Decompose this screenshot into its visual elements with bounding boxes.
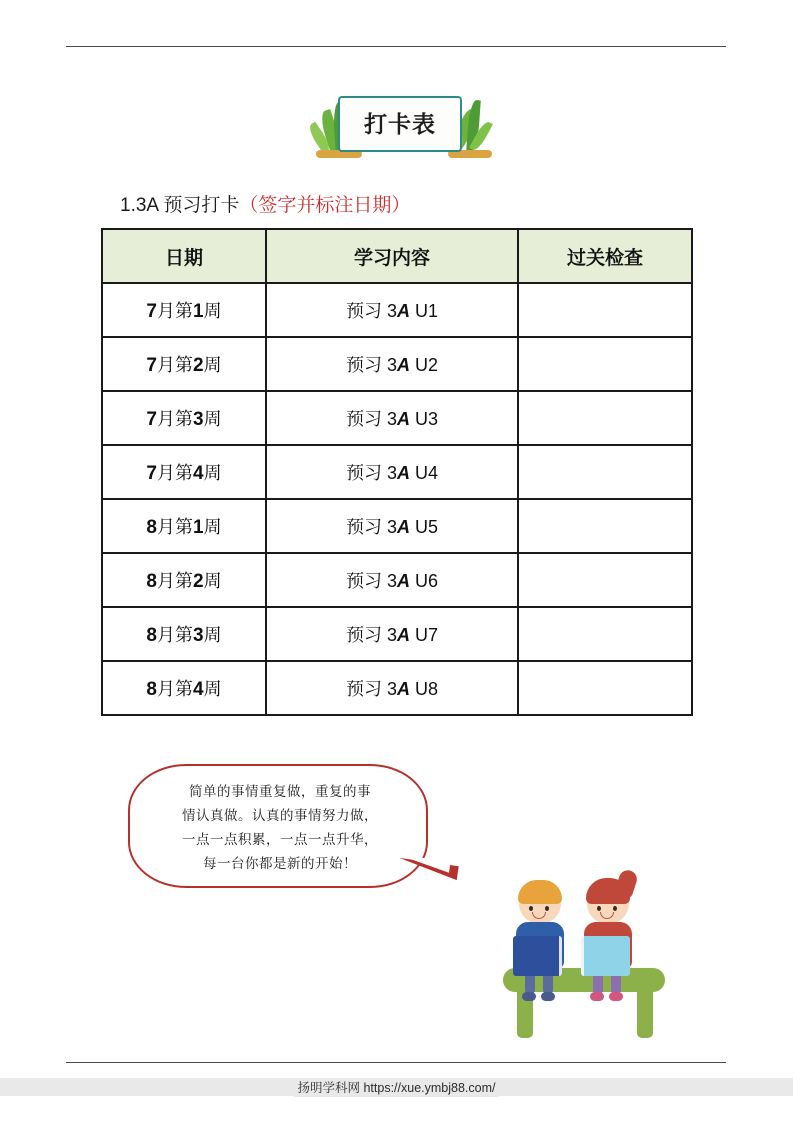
table-leg-right	[637, 990, 653, 1038]
cell-content-em: A	[397, 517, 410, 537]
cell-content-post: U3	[410, 409, 439, 429]
cell-date	[102, 607, 266, 661]
cell-content-pre: 预习 3	[345, 409, 397, 429]
bottom-rule	[66, 1062, 726, 1063]
boy-shoe-left	[522, 992, 536, 1001]
cell-check[interactable]	[518, 607, 692, 661]
cell-content	[266, 391, 518, 445]
cell-date-suffix: 周	[203, 463, 222, 483]
boy-hair	[518, 880, 562, 904]
cell-content-post: U7	[410, 625, 439, 645]
cell-date	[102, 661, 266, 715]
table-row	[102, 337, 692, 391]
cell-date-week: 4	[193, 679, 204, 700]
cell-content-em: A	[397, 679, 410, 699]
cell-content	[266, 553, 518, 607]
cell-date-week: 2	[193, 355, 204, 376]
table-header-row	[102, 229, 692, 283]
boy-book	[513, 936, 562, 976]
cell-date-month: 8	[146, 625, 157, 646]
boy-shoe-right	[541, 992, 555, 1001]
cell-content-pre: 预习 3	[345, 571, 397, 591]
cell-date-mid: 月第	[157, 301, 193, 321]
cell-date-mid: 月第	[157, 463, 193, 483]
quote-line-4: 每一台你都是新的开始！	[203, 856, 357, 871]
boy-eye-right	[545, 906, 549, 911]
table-row	[102, 391, 692, 445]
footer	[0, 1078, 793, 1096]
top-rule	[66, 46, 726, 47]
cell-date	[102, 499, 266, 553]
cell-content-post: U5	[410, 517, 439, 537]
quote-line-1: 简单的事情重复做，重复的事	[189, 784, 371, 799]
girl-ponytail	[613, 868, 639, 902]
cell-date-suffix: 周	[203, 679, 222, 699]
kids-reading-illustration	[495, 862, 675, 1040]
subtitle-note: （签字并标注日期）	[239, 195, 411, 216]
table-row	[102, 499, 692, 553]
cell-date-suffix: 周	[203, 301, 222, 321]
boy-eye-left	[529, 906, 533, 911]
cell-date-suffix: 周	[203, 625, 222, 645]
cell-content-post: U1	[410, 301, 439, 321]
quote-line-2: 情认真做。认真的事情努力做，	[182, 808, 378, 823]
cell-content-post: U4	[410, 463, 439, 483]
cell-date-month: 7	[146, 463, 157, 484]
quote-bubble	[128, 764, 428, 888]
cell-content-em: A	[397, 463, 410, 483]
cell-check[interactable]	[518, 283, 692, 337]
girl-shoe-right	[609, 992, 623, 1001]
cell-date-mid: 月第	[157, 679, 193, 699]
cell-content-em: A	[397, 571, 410, 591]
subtitle-main: 1.3A 预习打卡	[120, 195, 240, 216]
cell-date-suffix: 周	[203, 409, 222, 429]
cell-date	[102, 283, 266, 337]
table-row	[102, 553, 692, 607]
girl-eye-right	[613, 906, 617, 911]
cell-date-suffix: 周	[203, 571, 222, 591]
table-row	[102, 607, 692, 661]
cell-date-mid: 月第	[157, 409, 193, 429]
cell-date-week: 2	[193, 571, 204, 592]
cell-date-week: 4	[193, 463, 204, 484]
cell-content-pre: 预习 3	[345, 625, 397, 645]
cell-check[interactable]	[518, 661, 692, 715]
cell-date-suffix: 周	[203, 517, 222, 537]
column-header-date: 日期	[102, 229, 266, 283]
cell-check[interactable]	[518, 391, 692, 445]
cell-date	[102, 553, 266, 607]
cell-content-em: A	[397, 301, 410, 321]
subtitle	[120, 190, 410, 217]
cell-content-pre: 预习 3	[345, 355, 397, 375]
cell-content-pre: 预习 3	[345, 679, 397, 699]
cell-content	[266, 499, 518, 553]
cell-date-mid: 月第	[157, 517, 193, 537]
cell-content	[266, 337, 518, 391]
cell-date-mid: 月第	[157, 571, 193, 591]
column-header-check: 过关检查	[518, 229, 692, 283]
cell-date-month: 7	[146, 355, 157, 376]
cell-date	[102, 445, 266, 499]
cell-date-month: 8	[146, 571, 157, 592]
cell-content-post: U2	[410, 355, 439, 375]
cell-check[interactable]	[518, 445, 692, 499]
cell-content-pre: 预习 3	[345, 463, 397, 483]
cell-content-pre: 预习 3	[345, 517, 397, 537]
column-header-content: 学习内容	[266, 229, 518, 283]
cell-date	[102, 391, 266, 445]
quote-line-3: 一点一点积累，一点一点升华，	[182, 832, 378, 847]
cell-date-mid: 月第	[157, 625, 193, 645]
cell-check[interactable]	[518, 553, 692, 607]
table-row	[102, 445, 692, 499]
cell-date-month: 7	[146, 301, 157, 322]
footer-text: 扬明学科网 https://xue.ymbj88.com/	[294, 1079, 500, 1097]
cell-content	[266, 445, 518, 499]
checkin-table	[101, 228, 693, 716]
cell-check[interactable]	[518, 337, 692, 391]
quote-text	[130, 780, 430, 876]
cell-content	[266, 661, 518, 715]
cell-content	[266, 607, 518, 661]
table-row	[102, 661, 692, 715]
girl-shoe-left	[590, 992, 604, 1001]
girl-book	[581, 936, 630, 976]
cell-content-post: U6	[410, 571, 439, 591]
cell-date-month: 8	[146, 679, 157, 700]
cell-date	[102, 337, 266, 391]
page-title: 打卡表	[364, 111, 436, 137]
girl-eye-left	[597, 906, 601, 911]
cell-content-em: A	[397, 409, 410, 429]
cell-date-week: 3	[193, 409, 204, 430]
cell-content-em: A	[397, 625, 410, 645]
cell-content-pre: 预习 3	[345, 301, 397, 321]
cell-check[interactable]	[518, 499, 692, 553]
cell-content-em: A	[397, 355, 410, 375]
cell-date-week: 1	[193, 301, 204, 322]
cell-content	[266, 283, 518, 337]
table-row	[102, 283, 692, 337]
header-badge	[308, 92, 488, 166]
cell-date-mid: 月第	[157, 355, 193, 375]
cell-date-month: 8	[146, 517, 157, 538]
cell-date-suffix: 周	[203, 355, 222, 375]
cell-content-post: U8	[410, 679, 439, 699]
cell-date-week: 1	[193, 517, 204, 538]
cell-date-week: 3	[193, 625, 204, 646]
cell-date-month: 7	[146, 409, 157, 430]
